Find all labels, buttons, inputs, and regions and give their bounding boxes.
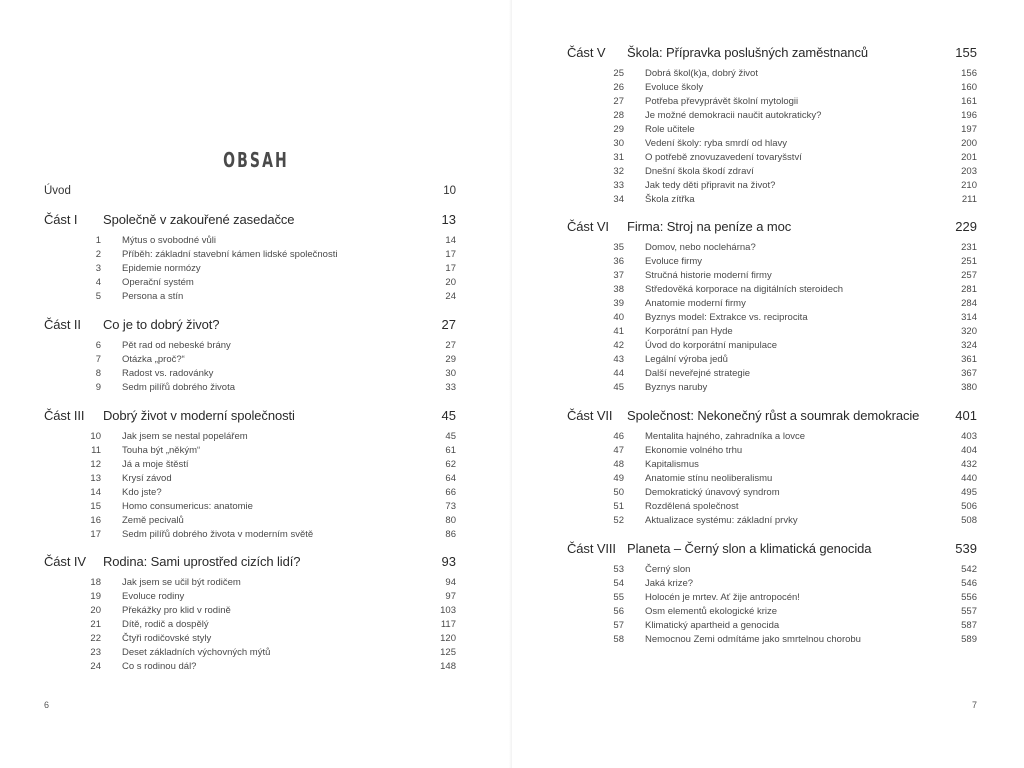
chapter-entry [567, 486, 977, 500]
chapter-title: Evoluce firmy [645, 256, 703, 267]
chapter-entry [44, 381, 456, 395]
chapter-title: Černý slon [645, 564, 691, 575]
part-number: Část I [44, 212, 78, 227]
part-page: 13 [441, 212, 456, 227]
chapter-list [44, 234, 456, 304]
chapter-title: Sedm pilířů dobrého života v moderním světě [122, 529, 314, 540]
chapter-page: 156 [961, 68, 977, 79]
toc-part [567, 219, 977, 395]
chapter-page: 45 [445, 431, 456, 442]
chapter-page: 160 [961, 82, 977, 93]
chapter-page: 117 [440, 619, 456, 630]
chapter-page: 257 [961, 270, 977, 281]
chapter-list [44, 576, 456, 674]
chapter-number: 49 [613, 473, 624, 484]
part-heading [44, 212, 456, 232]
chapter-number: 15 [90, 501, 101, 512]
chapter-title: Dobrá škol(k)a, dobrý život [645, 68, 758, 79]
chapter-page: 211 [961, 194, 977, 205]
right-page [512, 0, 1024, 768]
part-title: Škola: Přípravka poslušných zaměstnanců [627, 45, 869, 60]
chapter-number: 55 [613, 592, 624, 603]
chapter-page: 30 [445, 368, 456, 379]
chapter-number: 52 [613, 515, 624, 526]
chapter-entry [44, 458, 456, 472]
chapter-title: Jak tedy děti připravit na život? [645, 180, 776, 191]
chapter-page: 196 [961, 110, 977, 121]
chapter-title: Mýtus o svobodné vůli [122, 235, 216, 246]
chapter-title: Legální výroba jedů [645, 354, 728, 365]
chapter-number: 27 [613, 96, 624, 107]
chapter-number: 17 [90, 529, 101, 540]
chapter-page: 120 [440, 633, 456, 644]
chapter-title: Země pecivalů [122, 515, 184, 526]
chapter-page: 20 [445, 277, 456, 288]
chapter-title: Škola zítřka [645, 194, 695, 205]
chapter-entry [567, 81, 977, 95]
chapter-page: 61 [445, 445, 456, 456]
chapter-number: 14 [90, 487, 101, 498]
chapter-title: Byznys model: Extrakce vs. reciprocita [645, 312, 808, 323]
chapter-list [44, 430, 456, 542]
chapter-number: 58 [613, 634, 624, 645]
part-heading [44, 317, 456, 337]
chapter-number: 45 [613, 382, 624, 393]
chapter-entry [44, 472, 456, 486]
chapter-page: 284 [961, 298, 977, 309]
chapter-number: 56 [613, 606, 624, 617]
chapter-number: 5 [95, 291, 101, 302]
chapter-number: 2 [95, 249, 101, 260]
chapter-page: 125 [440, 647, 456, 658]
chapter-title: Sedm pilířů dobrého života [122, 382, 236, 393]
chapter-page: 94 [445, 577, 456, 588]
chapter-number: 41 [613, 326, 624, 337]
chapter-entry [44, 500, 456, 514]
page-number-right: 7 [972, 700, 978, 710]
chapter-page: 201 [961, 152, 977, 163]
part-title: Společnost: Nekonečný růst a soumrak demokracie [627, 408, 920, 423]
chapter-title: Jak jsem se nestal popelářem [122, 431, 248, 442]
chapter-page: 324 [961, 340, 977, 351]
chapter-entry [567, 591, 977, 605]
chapter-title: Čtyři rodičovské styly [122, 633, 212, 644]
chapter-entry [44, 604, 456, 618]
chapter-number: 47 [613, 445, 624, 456]
part-page: 229 [955, 219, 977, 234]
chapter-page: 281 [961, 284, 977, 295]
chapter-number: 33 [613, 180, 624, 191]
chapter-number: 28 [613, 110, 624, 121]
chapter-number: 22 [90, 633, 101, 644]
chapter-title: Mentalita hajného, zahradníka a lovce [645, 431, 806, 442]
chapter-entry [567, 297, 977, 311]
chapter-number: 31 [613, 152, 624, 163]
chapter-page: 17 [445, 249, 456, 260]
part-page: 93 [441, 554, 456, 569]
part-page: 401 [955, 408, 977, 423]
chapter-page: 542 [961, 564, 977, 575]
chapter-entry [44, 430, 456, 444]
toc-part [44, 317, 456, 395]
chapter-entry [44, 486, 456, 500]
chapter-entry [44, 444, 456, 458]
chapter-list [567, 67, 977, 207]
chapter-page: 62 [445, 459, 456, 470]
part-number: Část VIII [567, 541, 616, 556]
chapter-title: Evoluce školy [645, 82, 704, 93]
chapter-entry [44, 632, 456, 646]
chapter-number: 48 [613, 459, 624, 470]
chapter-number: 24 [90, 661, 101, 672]
part-heading [567, 219, 977, 239]
chapter-entry [44, 618, 456, 632]
chapter-number: 54 [613, 578, 624, 589]
chapter-title: Anatomie stínu neoliberalismu [645, 473, 773, 484]
chapter-number: 35 [613, 242, 624, 253]
chapter-page: 587 [961, 620, 977, 631]
chapter-entry [567, 339, 977, 353]
chapter-page: 440 [961, 473, 977, 484]
toc-part [567, 408, 977, 528]
chapter-page: 495 [961, 487, 977, 498]
chapter-page: 161 [961, 96, 977, 107]
chapter-entry [567, 325, 977, 339]
chapter-entry [567, 269, 977, 283]
chapter-page: 231 [961, 242, 977, 253]
intro-entry [44, 185, 456, 201]
chapter-title: Stručná historie moderní firmy [645, 270, 772, 281]
chapter-title: Deset základních výchovných mýtů [122, 647, 271, 658]
chapter-entry [567, 381, 977, 395]
chapter-number: 29 [613, 124, 624, 135]
chapter-page: 86 [445, 529, 456, 540]
chapter-title: Evoluce rodiny [122, 591, 185, 602]
chapter-number: 26 [613, 82, 624, 93]
chapter-entry [567, 563, 977, 577]
part-number: Část VII [567, 408, 613, 423]
toc-part [567, 45, 977, 207]
chapter-title: Aktualizace systému: základní prvky [645, 515, 798, 526]
chapter-title: Otázka „proč?“ [122, 354, 185, 365]
chapter-entry [567, 283, 977, 297]
chapter-number: 10 [90, 431, 101, 442]
chapter-title: Já a moje štěstí [122, 459, 189, 470]
chapter-page: 66 [445, 487, 456, 498]
chapter-entry [567, 633, 977, 647]
chapter-title: Byznys naruby [645, 382, 708, 393]
chapter-title: Úvod do korporátní manipulace [645, 340, 778, 351]
chapter-number: 42 [613, 340, 624, 351]
chapter-title: Je možné demokracii naučit autokraticky? [645, 110, 822, 121]
chapter-entry [44, 576, 456, 590]
part-heading [44, 408, 456, 428]
chapter-page: 29 [445, 354, 456, 365]
chapter-title: Rozdělená společnost [645, 501, 739, 512]
chapter-number: 51 [613, 501, 624, 512]
chapter-page: 27 [445, 340, 456, 351]
chapter-page: 80 [445, 515, 456, 526]
chapter-entry [44, 646, 456, 660]
chapter-title: Příběh: základní stavební kámen lidské společnosti [122, 249, 338, 260]
chapter-title: Domov, nebo noclehárna? [645, 242, 756, 253]
chapter-entry [567, 619, 977, 633]
chapter-title: Pět rad od nebeské brány [122, 340, 231, 351]
chapter-number: 7 [95, 354, 101, 365]
part-heading [567, 45, 977, 65]
chapter-entry [44, 276, 456, 290]
chapter-entry [567, 514, 977, 528]
chapter-page: 197 [961, 124, 977, 135]
part-page: 155 [955, 45, 977, 60]
chapter-number: 25 [613, 68, 624, 79]
part-heading [567, 541, 977, 561]
chapter-entry [44, 367, 456, 381]
chapter-entry [567, 367, 977, 381]
chapter-page: 314 [961, 312, 977, 323]
chapter-number: 16 [90, 515, 101, 526]
chapter-number: 4 [95, 277, 101, 288]
chapter-entry [567, 444, 977, 458]
chapter-title: Holocén je mrtev. Ať žije antropocén! [645, 592, 800, 603]
chapter-page: 361 [961, 354, 977, 365]
chapter-title: Epidemie normózy [122, 263, 201, 274]
chapter-entry [567, 472, 977, 486]
chapter-page: 508 [961, 515, 977, 526]
chapter-number: 1 [95, 235, 101, 246]
chapter-page: 14 [445, 235, 456, 246]
chapter-number: 6 [95, 340, 101, 351]
chapter-entry [567, 137, 977, 151]
intro-page: 10 [443, 185, 456, 197]
chapter-title: Kapitalismus [645, 459, 699, 470]
part-title: Co je to dobrý život? [103, 317, 220, 332]
chapter-number: 57 [613, 620, 624, 631]
chapter-title: Role učitele [645, 124, 695, 135]
chapter-title: Krysí závod [122, 473, 172, 484]
chapter-entry [567, 255, 977, 269]
chapter-page: 203 [961, 166, 977, 177]
chapter-title: Ekonomie volného trhu [645, 445, 743, 456]
page-number-left: 6 [44, 700, 50, 710]
part-title: Společně v zakouřené zasedačce [103, 212, 295, 227]
chapter-title: Překážky pro klid v rodině [122, 605, 231, 616]
chapter-entry [44, 290, 456, 304]
chapter-page: 73 [445, 501, 456, 512]
chapter-entry [567, 241, 977, 255]
chapter-entry [567, 67, 977, 81]
chapter-page: 404 [961, 445, 977, 456]
chapter-list [44, 339, 456, 395]
intro-label: Úvod [44, 185, 71, 197]
chapter-number: 44 [613, 368, 624, 379]
chapter-page: 557 [961, 606, 977, 617]
chapter-entry [567, 151, 977, 165]
chapter-entry [567, 458, 977, 472]
chapter-entry [567, 577, 977, 591]
chapter-entry [44, 660, 456, 674]
part-page: 27 [441, 317, 456, 332]
chapter-entry [44, 353, 456, 367]
chapter-title: Kdo jste? [122, 487, 162, 498]
chapter-page: 251 [961, 256, 977, 267]
chapter-number: 50 [613, 487, 624, 498]
chapter-title: Persona a stín [122, 291, 184, 302]
chapter-entry [567, 193, 977, 207]
chapter-page: 210 [961, 180, 977, 191]
chapter-page: 546 [961, 578, 977, 589]
chapter-title: Dítě, rodič a dospělý [122, 619, 209, 630]
part-number: Část IV [44, 554, 86, 569]
chapter-entry [567, 353, 977, 367]
chapter-title: Potřeba převyprávět školní mytologii [645, 96, 799, 107]
part-number: Část V [567, 45, 606, 60]
chapter-number: 36 [613, 256, 624, 267]
chapter-number: 11 [91, 445, 101, 456]
chapter-page: 432 [961, 459, 977, 470]
toc-title: OBSAH [223, 148, 289, 172]
part-number: Část II [44, 317, 81, 332]
chapter-page: 380 [961, 382, 977, 393]
part-page: 539 [955, 541, 977, 556]
part-title: Firma: Stroj na peníze a moc [627, 219, 792, 234]
chapter-title: Jaká krize? [645, 578, 694, 589]
chapter-number: 12 [90, 459, 101, 470]
chapter-title: Co s rodinou dál? [122, 661, 197, 672]
chapter-entry [44, 528, 456, 542]
chapter-list [567, 563, 977, 647]
chapter-number: 18 [90, 577, 101, 588]
chapter-number: 37 [613, 270, 624, 281]
chapter-entry [567, 165, 977, 179]
chapter-entry [44, 248, 456, 262]
chapter-page: 103 [440, 605, 456, 616]
chapter-page: 506 [961, 501, 977, 512]
chapter-number: 43 [613, 354, 624, 365]
chapter-number: 38 [613, 284, 624, 295]
chapter-title: Nemocnou Zemi odmítáme jako smrtelnou chorobu [645, 634, 861, 645]
chapter-entry [567, 605, 977, 619]
chapter-page: 403 [961, 431, 977, 442]
chapter-title: Jak jsem se učil být rodičem [122, 577, 241, 588]
chapter-entry [567, 179, 977, 193]
part-number: Část VI [567, 219, 609, 234]
chapter-entry [567, 109, 977, 123]
chapter-entry [44, 514, 456, 528]
part-number: Část III [44, 408, 85, 423]
chapter-number: 13 [90, 473, 101, 484]
chapter-number: 53 [613, 564, 624, 575]
chapter-page: 556 [961, 592, 977, 603]
chapter-page: 148 [440, 661, 456, 672]
chapter-number: 39 [613, 298, 624, 309]
chapter-page: 24 [445, 291, 456, 302]
toc-part [44, 212, 456, 304]
chapter-number: 34 [613, 194, 624, 205]
chapter-number: 3 [95, 263, 101, 274]
chapter-number: 9 [95, 382, 101, 393]
chapter-entry [44, 262, 456, 276]
chapter-entry [567, 311, 977, 325]
part-page: 45 [441, 408, 456, 423]
chapter-number: 21 [90, 619, 101, 630]
chapter-title: Demokratický únavový syndrom [645, 487, 780, 498]
chapter-list [567, 241, 977, 395]
part-title: Planeta – Černý slon a klimatická genocida [627, 541, 872, 556]
chapter-page: 64 [445, 473, 456, 484]
chapter-entry [567, 430, 977, 444]
chapter-title: Středověká korporace na digitálních steroidech [645, 284, 844, 295]
chapter-title: Operační systém [122, 277, 194, 288]
chapter-title: Korporátní pan Hyde [645, 326, 733, 337]
chapter-title: Dnešní škola škodí zdraví [645, 166, 754, 177]
part-title: Dobrý život v moderní společnosti [103, 408, 295, 423]
chapter-list [567, 430, 977, 528]
chapter-page: 200 [961, 138, 977, 149]
chapter-title: Vedení školy: ryba smrdí od hlavy [645, 138, 788, 149]
chapter-number: 40 [613, 312, 624, 323]
part-heading [44, 554, 456, 574]
chapter-number: 8 [95, 368, 101, 379]
chapter-page: 589 [961, 634, 977, 645]
chapter-number: 30 [613, 138, 624, 149]
toc-part [567, 541, 977, 647]
part-heading [567, 408, 977, 428]
chapter-page: 97 [445, 591, 456, 602]
chapter-title: Další neveřejné strategie [645, 368, 751, 379]
chapter-number: 19 [90, 591, 101, 602]
chapter-entry [567, 123, 977, 137]
chapter-page: 367 [961, 368, 977, 379]
chapter-entry [567, 500, 977, 514]
chapter-entry [44, 234, 456, 248]
toc-part [44, 408, 456, 542]
chapter-page: 17 [445, 263, 456, 274]
chapter-entry [44, 590, 456, 604]
chapter-entry [567, 95, 977, 109]
chapter-page: 33 [445, 382, 456, 393]
chapter-title: Touha být „někým“ [122, 445, 201, 456]
chapter-number: 20 [90, 605, 101, 616]
chapter-title: Klimatický apartheid a genocida [645, 620, 780, 631]
chapter-number: 23 [90, 647, 101, 658]
toc-part [44, 554, 456, 674]
chapter-title: Anatomie moderní firmy [645, 298, 746, 309]
part-title: Rodina: Sami uprostřed cizích lidí? [103, 554, 301, 569]
chapter-number: 32 [613, 166, 624, 177]
chapter-page: 320 [961, 326, 977, 337]
chapter-title: O potřebě znovuzavedení tovaryšství [645, 152, 802, 163]
chapter-title: Osm elementů ekologické krize [645, 606, 777, 617]
chapter-title: Radost vs. radovánky [122, 368, 214, 379]
chapter-title: Homo consumericus: anatomie [122, 501, 253, 512]
chapter-entry [44, 339, 456, 353]
chapter-number: 46 [613, 431, 624, 442]
